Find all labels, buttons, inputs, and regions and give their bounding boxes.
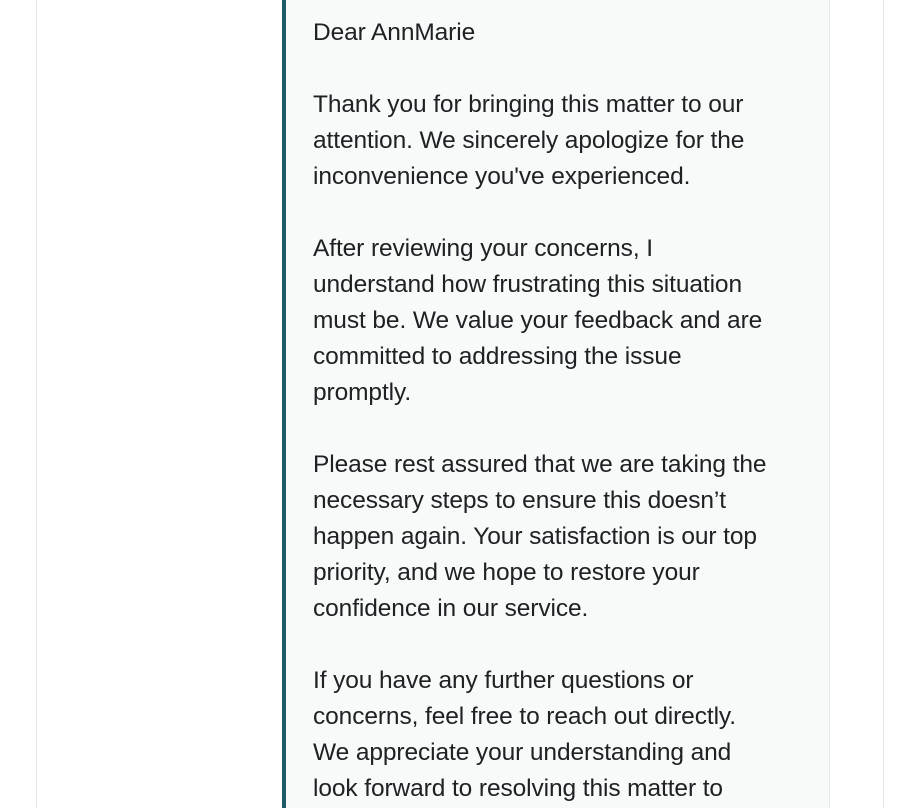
message-line: concerns, feel free to reach out directly. [313,703,736,730]
contact-paragraph [313,663,813,807]
message-line: committed to addressing the issue [313,343,682,370]
message-line: understand how frustrating this situation [313,271,742,298]
concern-review-paragraph [313,231,813,411]
greeting-paragraph [313,15,813,51]
message-line: necessary steps to ensure this doesn’t [313,487,726,514]
message-line: inconvenience you've experienced. [313,163,691,190]
message-line: After reviewing your concerns, I [313,235,653,262]
message-line: happen again. Your satisfaction is our top [313,523,757,550]
message-line: If you have any further questions or [313,667,694,694]
greeting-line: Dear AnnMarie [313,19,476,46]
assurance-paragraph [313,447,813,627]
message-line: priority, and we hope to restore your [313,559,700,586]
message-line: promptly. [313,379,412,406]
message-body [313,15,813,808]
message-line: look forward to resolving this matter to [313,775,723,802]
message-line: confidence in our service. [313,595,589,622]
message-line: attention. We sincerely apologize for the [313,127,745,154]
apology-paragraph [313,87,813,195]
message-line: We appreciate your understanding and [313,739,732,766]
message-line: Please rest assured that we are taking the [313,451,767,478]
message-line: Thank you for bringing this matter to our [313,91,744,118]
message-line: must be. We value your feedback and are [313,307,763,334]
